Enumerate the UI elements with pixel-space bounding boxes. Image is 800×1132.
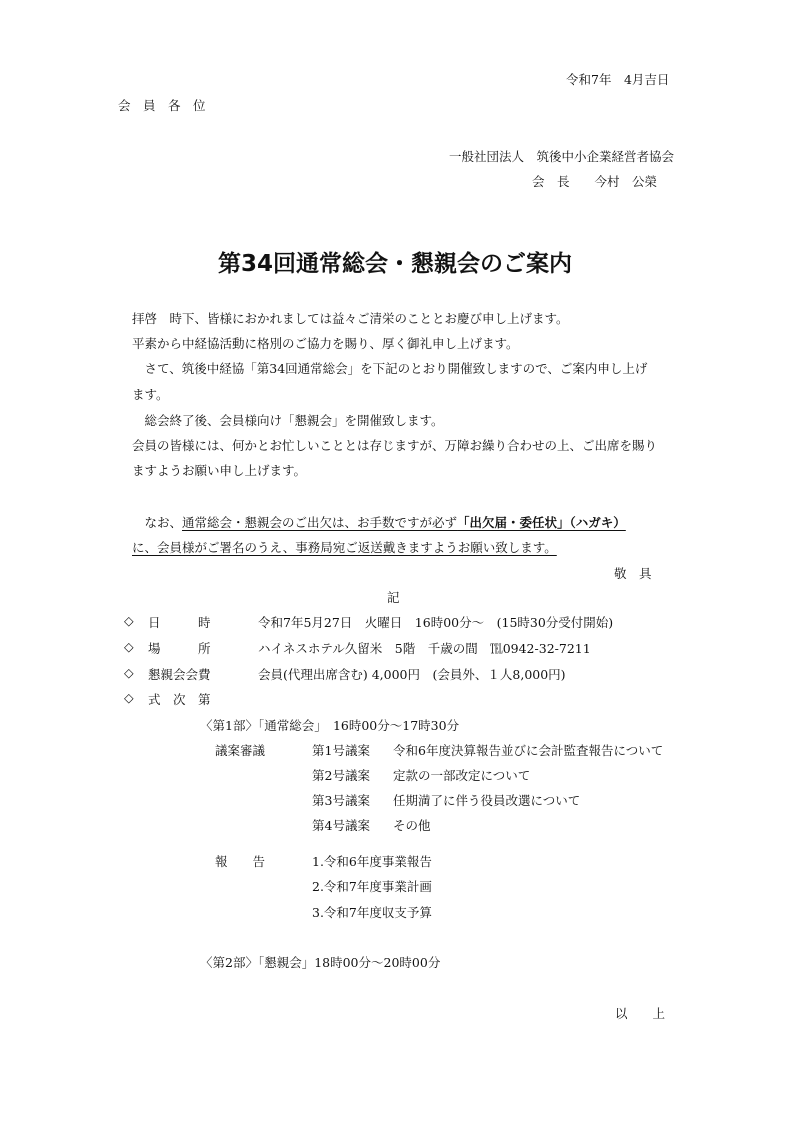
detail-program-row (124, 690, 138, 705)
sender-person: 会 長 今村 公榮 (532, 174, 658, 189)
agenda-item-4-text: その他 (393, 818, 431, 833)
body-line-3: さて、筑後中経協「第34回通常総会」を下記のとおり開催致しますので、ご案内申し上げ (132, 361, 648, 376)
body-line-6: 会員の皆様には、何かとお忙しいこととは存じますが、万障お繰り合わせの上、ご出席を賜り (132, 438, 658, 453)
part2-heading: 〈第2部〉「懇親会」18時00分～20時00分 (200, 955, 441, 970)
end-mark: 以 上 (615, 1006, 666, 1021)
agenda-item-3-number: 第3号議案 (312, 793, 370, 808)
body-line-1: 拝啓 時下、皆様におかれましては益々ご清栄のこととお慶び申し上げます。 (132, 311, 569, 326)
detail-fee-label: 懇親会会費 (148, 667, 211, 682)
agenda-item-2-text: 定款の一部改定について (393, 768, 531, 783)
notice-prefix: なお、 (132, 515, 183, 530)
diamond-icon: ◇ (124, 665, 134, 680)
notice-bold: 「出欠届・委任状」（ハガキ） (457, 515, 626, 530)
detail-program-label: 式 次 第 (148, 692, 211, 707)
notice-line-2: に、会員様がご署名のうえ、事務局宛ご返送戴きますようお願い致します。 (132, 540, 557, 555)
detail-venue-row (124, 639, 138, 654)
agenda-item-2-number: 第2号議案 (312, 768, 370, 783)
detail-date-row (124, 613, 138, 628)
agenda-item-1-number: 第1号議案 (312, 743, 370, 758)
body-line-2: 平素から中経協活動に格別のご協力を賜り、厚く御礼申し上げます。 (132, 336, 519, 351)
body-line-7: ますようお願い申し上げます。 (132, 463, 307, 478)
report-label: 報 告 (215, 854, 266, 869)
detail-date-label: 日 時 (148, 615, 211, 630)
report-item-2: 2.令和7年度事業計画 (312, 879, 432, 894)
agenda-item-1-text: 令和6年度決算報告並びに会計監査報告について (393, 743, 664, 758)
document-date: 令和7年 4月吉日 (566, 72, 670, 87)
addressee: 会 員 各 位 (118, 98, 206, 113)
body-line-4: ます。 (132, 387, 169, 402)
notice-underlined: 通常総会・懇親会のご出欠は、お手数ですが必ず (182, 515, 458, 530)
detail-venue-value: ハイネスホテル久留米 5階 千歳の間 ℡0942-32-7211 (258, 641, 591, 656)
ki-mark: 記 (387, 590, 400, 605)
detail-date-value: 令和7年5月27日 火曜日 16時00分～ (15時30分受付開始) (258, 615, 614, 630)
body-line-5: 総会終了後、会員様向け「懇親会」を開催致します。 (132, 413, 444, 428)
report-item-3: 3.令和7年度収支予算 (312, 905, 432, 920)
agenda-item-4-number: 第4号議案 (312, 818, 370, 833)
diamond-icon: ◇ (124, 613, 134, 628)
agenda-label: 議案審議 (215, 743, 266, 758)
detail-venue-label: 場 所 (148, 641, 211, 656)
diamond-icon: ◇ (124, 690, 134, 705)
page-title: 第34回通常総会・懇親会のご案内 (218, 251, 573, 277)
closing-keigu: 敬 具 (614, 566, 652, 581)
agenda-item-3-text: 任期満了に伴う役員改選について (393, 793, 581, 808)
diamond-icon: ◇ (124, 639, 134, 654)
part1-heading: 〈第1部〉「通常総会」 16時00分～17時30分 (200, 718, 460, 733)
notice-line-1 (132, 513, 626, 531)
detail-fee-value: 会員(代理出席含む) 4,000円 (会員外、１人8,000円) (258, 667, 566, 682)
detail-fee-row (124, 665, 138, 680)
report-item-1: 1.令和6年度事業報告 (312, 854, 432, 869)
sender-organization: 一般社団法人 筑後中小企業経営者協会 (449, 149, 675, 164)
